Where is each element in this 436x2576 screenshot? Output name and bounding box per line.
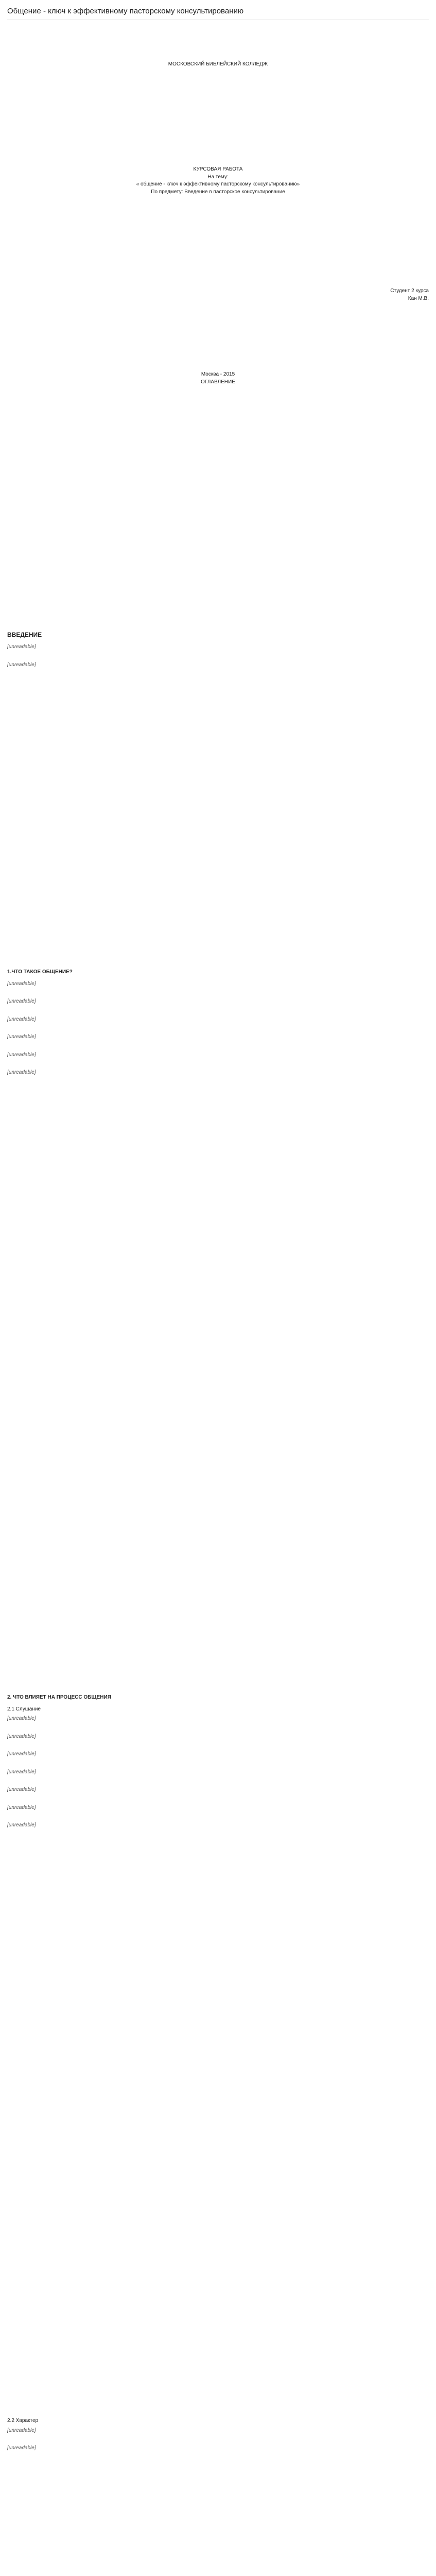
work-type: КУРСОВАЯ РАБОТА	[193, 166, 243, 172]
sub2-paragraph: [unreadable]	[7, 2427, 36, 2433]
part2-heading: 2. ЧТО ВЛИЯЕТ НА ПРОЦЕСС ОБЩЕНИЯ	[7, 1694, 111, 1700]
topic-label: На тему:	[207, 174, 229, 180]
part1-paragraph: [unreadable]	[7, 1052, 36, 1058]
intro-section	[7, 631, 429, 672]
part1-heading: 1.ЧТО ТАКОЕ ОБЩЕНИЕ?	[7, 969, 73, 975]
topic: « общение - ключ к эффективному пасторскому консультированию»	[136, 181, 300, 187]
part1-paragraph: [unreadable]	[7, 980, 36, 987]
sub1-heading: 2.1 Слушание	[7, 1706, 41, 1712]
title-page-block	[7, 166, 429, 196]
part1-section	[7, 969, 429, 1080]
sub2-section	[7, 2414, 429, 2455]
part2-section	[7, 1694, 429, 1833]
title-page	[7, 61, 429, 69]
sub2-heading: 2.2 Характер	[7, 2418, 39, 2424]
sub1-paragraph: [unreadable]	[7, 1769, 36, 1775]
part1-paragraph: [unreadable]	[7, 1016, 36, 1022]
part1-paragraph: [unreadable]	[7, 998, 36, 1004]
subject: По предмету: Введение в пасторское консультирование	[151, 189, 285, 195]
intro-heading: ВВЕДЕНИЕ	[7, 631, 42, 638]
city-year-block	[7, 371, 429, 386]
toc-label: ОГЛАВЛЕНИЕ	[201, 379, 235, 385]
sub1-paragraph: [unreadable]	[7, 1716, 36, 1721]
student-label: Студент 2 курса	[390, 288, 429, 294]
city-year: Москва - 2015	[201, 371, 235, 377]
part1-paragraph: [unreadable]	[7, 1034, 36, 1040]
sub1-paragraph: [unreadable]	[7, 1751, 36, 1757]
intro-paragraph: [unreadable]	[7, 644, 36, 650]
intro-paragraph: [unreadable]	[7, 662, 36, 668]
student-name: Кан М.В.	[408, 295, 429, 301]
part1-paragraph: [unreadable]	[7, 1070, 36, 1075]
student-block	[7, 287, 429, 302]
sub1-paragraph: [unreadable]	[7, 1733, 36, 1739]
document-title: Общение - ключ к эффективному пасторскому консультированию	[7, 6, 429, 20]
sub1-paragraph: [unreadable]	[7, 1822, 36, 1828]
sub2-paragraph: [unreadable]	[7, 2445, 36, 2451]
college-name: МОСКОВСКИЙ БИБЛЕЙСКИЙ КОЛЛЕДЖ	[168, 61, 268, 67]
sub1-paragraph: [unreadable]	[7, 1787, 36, 1792]
sub1-paragraph: [unreadable]	[7, 1804, 36, 1810]
